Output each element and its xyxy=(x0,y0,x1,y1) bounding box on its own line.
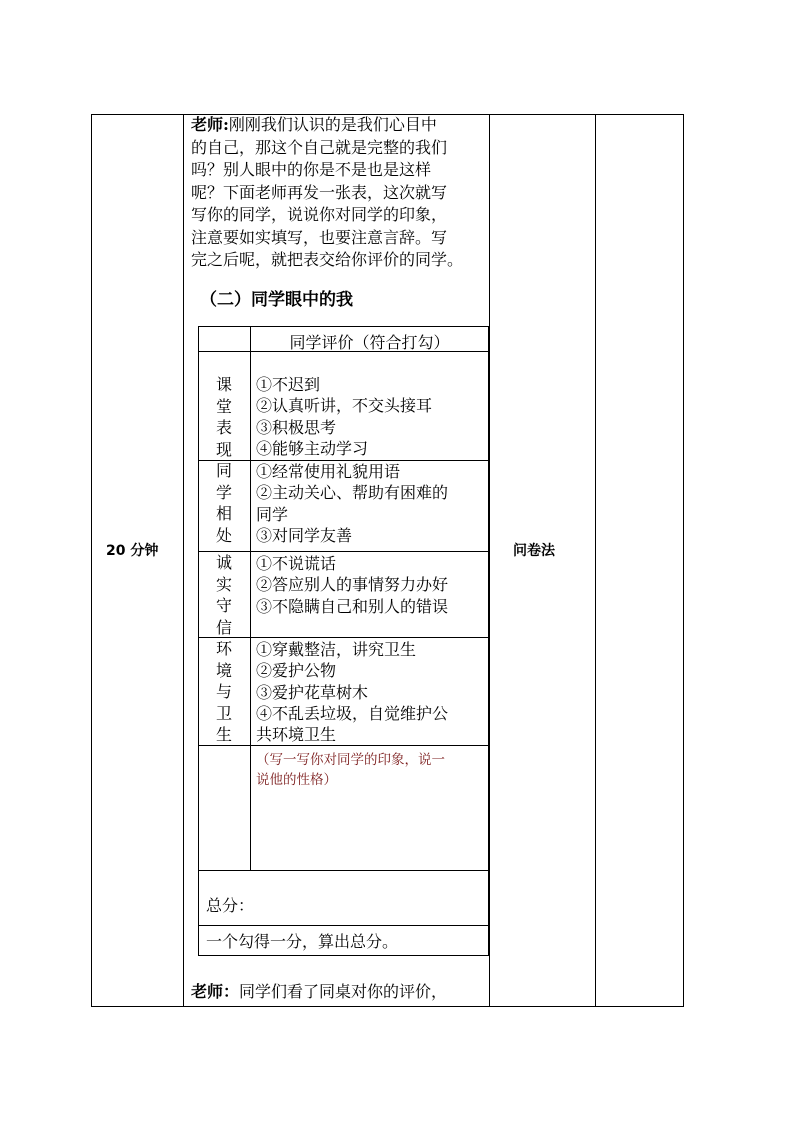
list-item: ①不说谎话 xyxy=(256,554,337,573)
list-item: ①经常使用礼貌用语 xyxy=(256,462,401,481)
survey-header: 同学评价（符合打勾） xyxy=(289,333,450,352)
category-label: 环 境 与 卫 生 xyxy=(215,639,232,744)
list-item: ②爱护公物 xyxy=(256,661,337,681)
list-item: ①不迟到 xyxy=(256,375,321,394)
list-item: 同学 xyxy=(256,504,289,524)
list-item: ①穿戴整洁，讲究卫生 xyxy=(256,640,417,659)
list-item: ④不乱丢垃圾，自觉维护公 xyxy=(256,703,449,723)
closing-paragraph: 老师：同学们看了同桌对你的评价， xyxy=(191,982,448,1001)
impression-note: （写一写你对同学的印象，说一 说他的性格） xyxy=(256,752,445,788)
intro-paragraph: 老师:刚刚我们认识的是我们心目中 的自己，那这个自己就是完整的我们 吗？别人眼中的你是不是也是这样 呢？下面老师再发一张表，这次就写 写你的同学，说说你对同学的印象， 注意要如实填写，也要注意言辞。写 完之后呢，就把表交给你评价的同学。 xyxy=(191,115,464,269)
list-item: ②认真听讲，不交头接耳 xyxy=(256,396,433,416)
category-items xyxy=(256,639,488,745)
category-items xyxy=(256,374,488,459)
column-divider xyxy=(183,114,184,1007)
list-item: ③爱护花草树木 xyxy=(256,682,369,702)
list-item: ②主动关心、帮助有困难的 xyxy=(256,483,449,503)
column-divider xyxy=(595,114,596,1007)
list-item: 共环境卫生 xyxy=(256,725,337,745)
category-items xyxy=(256,553,488,617)
list-item: ③积极思考 xyxy=(256,417,337,437)
list-item: ②答应别人的事情努力办好 xyxy=(256,575,449,595)
category-label: 课 堂 表 现 xyxy=(215,375,232,459)
list-item: ④能够主动学习 xyxy=(256,438,369,458)
total-score-label: 总分： xyxy=(206,896,255,915)
time-cell: 20 分钟 xyxy=(106,543,159,559)
category-items xyxy=(256,461,488,546)
scoring-rule: 一个勾得一分，算出总分。 xyxy=(206,932,399,951)
category-label: 诚 实 守 信 xyxy=(215,553,232,637)
list-item: ③对同学友善 xyxy=(256,525,353,545)
section-title: （二）同学眼中的我 xyxy=(200,290,353,310)
category-label: 同 学 相 处 xyxy=(215,461,232,545)
speaker-label: 老师： xyxy=(191,982,240,1001)
list-item: ③不隐瞒自己和别人的错误 xyxy=(256,596,449,616)
speaker-label: 老师: xyxy=(191,115,229,134)
method-cell: 问卷法 xyxy=(513,543,555,559)
